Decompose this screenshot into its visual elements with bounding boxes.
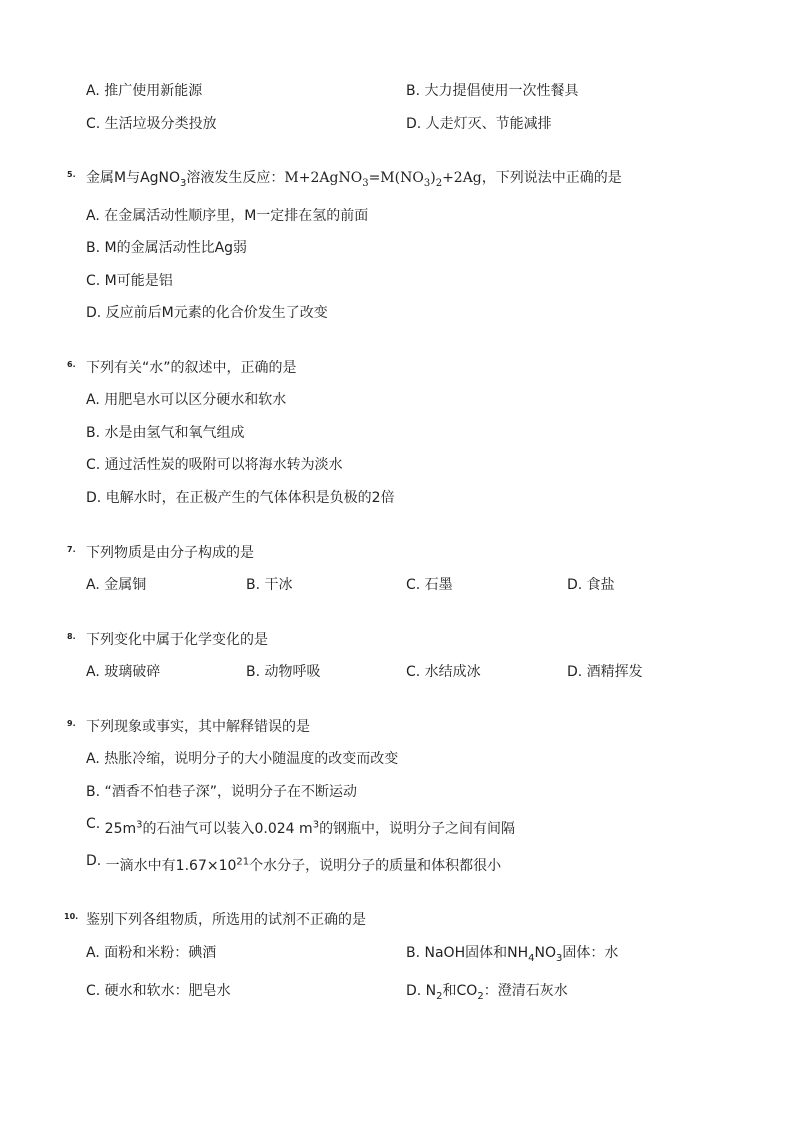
- q5-option-c-row: [0, 270, 794, 292]
- q4-options-row-1: [0, 80, 794, 102]
- q10-options-row-2: [0, 980, 794, 1002]
- question-stem: 下列物质是由分子构成的是: [86, 545, 254, 561]
- question-stem: 下列有关“水”的叙述中，正确的是: [86, 360, 297, 376]
- q5-option-d: D. 反应前后M元素的化合价发生了改变: [86, 305, 328, 321]
- question-stem: 鉴别下列各组物质，所选用的试剂不正确的是: [86, 912, 366, 928]
- q4-option-a: A. 推广使用新能源: [86, 83, 203, 99]
- q5-option-a: A. 在金属活动性顺序里，M一定排在氢的前面: [86, 208, 369, 224]
- option-label: D.: [86, 853, 102, 869]
- q5-option-d-row: [0, 302, 794, 324]
- q6-option-b-row: [0, 422, 794, 444]
- q4-options-row-2: [0, 113, 794, 135]
- q8-option-b: B. 动物呼吸: [246, 664, 321, 680]
- question-stem: 金属M与AgNO$_3$溶液发生反应：$M+2AgNO_3=M(NO_3)_2+2Ag$，下列说法中正确的是: [86, 170, 622, 189]
- q7-option-c: C. 石墨: [406, 577, 453, 593]
- q6-option-a: A. 用肥皂水可以区分硬水和软水: [86, 392, 287, 408]
- q8-options-row: [0, 661, 794, 683]
- question-6: [0, 357, 794, 379]
- q6-option-c-row: [0, 454, 794, 476]
- q9-option-d-row: [0, 855, 794, 877]
- q4-option-c: C. 生活垃圾分类投放: [86, 116, 217, 132]
- question-number: 5.: [67, 170, 76, 179]
- q10-option-b: B. NaOH固体和$NH_4NO_3$固体：水: [406, 945, 619, 964]
- q5-option-b-row: [0, 237, 794, 259]
- question-stem: 下列现象或事实，其中解释错误的是: [86, 719, 310, 735]
- q6-option-b: B. 水是由氢气和氧气组成: [86, 425, 245, 441]
- q7-option-a: A. 金属铜: [86, 577, 147, 593]
- q8-option-a: A. 玻璃破碎: [86, 664, 161, 680]
- q8-option-d: D. 酒精挥发: [567, 664, 643, 680]
- q4-option-d: D. 人走灯灭、节能减排: [406, 116, 552, 132]
- question-number: 9.: [67, 719, 76, 728]
- q4-option-b: B. 大力提倡使用一次性餐具: [406, 83, 579, 99]
- q5-option-c: C. M可能是铝: [86, 273, 173, 289]
- option-label: C.: [86, 816, 101, 832]
- question-number: 10.: [64, 912, 79, 921]
- question-5: [0, 167, 794, 189]
- q9-option-a-row: [0, 748, 794, 770]
- q6-option-c: C. 通过活性炭的吸附可以将海水转为淡水: [86, 457, 343, 473]
- q10-option-c: C. 硬水和软水：肥皂水: [86, 983, 231, 999]
- q5-option-b: B. M的金属活动性比Ag弱: [86, 240, 248, 256]
- q9-option-b-row: [0, 781, 794, 803]
- q5-option-a-row: [0, 205, 794, 227]
- q10-option-a: A. 面粉和米粉：碘酒: [86, 945, 217, 961]
- question-number: 6.: [67, 360, 76, 369]
- question-stem: 下列变化中属于化学变化的是: [86, 632, 268, 648]
- q9-option-a: A. 热胀冷缩，说明分子的大小随温度的改变而改变: [86, 751, 399, 767]
- q7-option-b: B. 干冰: [246, 577, 293, 593]
- q9-option-c: C. $25m^3$的石油气可以装入0.024 $m^3$的钢瓶中，说明分子之间有间隔: [86, 816, 516, 837]
- question-10: [0, 909, 794, 931]
- q10-options-row-1: [0, 942, 794, 964]
- q6-option-d: D. 电解水时，在正极产生的气体体积是负极的2倍: [86, 490, 395, 506]
- q9-option-b: B. “酒香不怕巷子深”，说明分子在不断运动: [86, 784, 358, 800]
- q7-option-d: D. 食盐: [567, 577, 615, 593]
- q6-option-a-row: [0, 389, 794, 411]
- question-number: 7.: [67, 545, 76, 554]
- q9-option-c-row: [0, 818, 794, 840]
- chemical-equation: $M+2AgNO_3=M(NO_3)_2+2Ag$: [284, 170, 482, 189]
- question-8: [0, 629, 794, 651]
- q9-option-d: D. 一滴水中有$1.67\times 10^{21}$个水分子，说明分子的质量和体积都很小: [86, 853, 502, 874]
- q6-option-d-row: [0, 487, 794, 509]
- q8-option-c: C. 水结成冰: [406, 664, 481, 680]
- q7-options-row: [0, 574, 794, 596]
- q10-option-d: D. $N_2$和$CO_2$：澄清石灰水: [406, 983, 568, 1002]
- question-9: [0, 716, 794, 738]
- question-7: [0, 542, 794, 564]
- question-number: 8.: [67, 632, 76, 641]
